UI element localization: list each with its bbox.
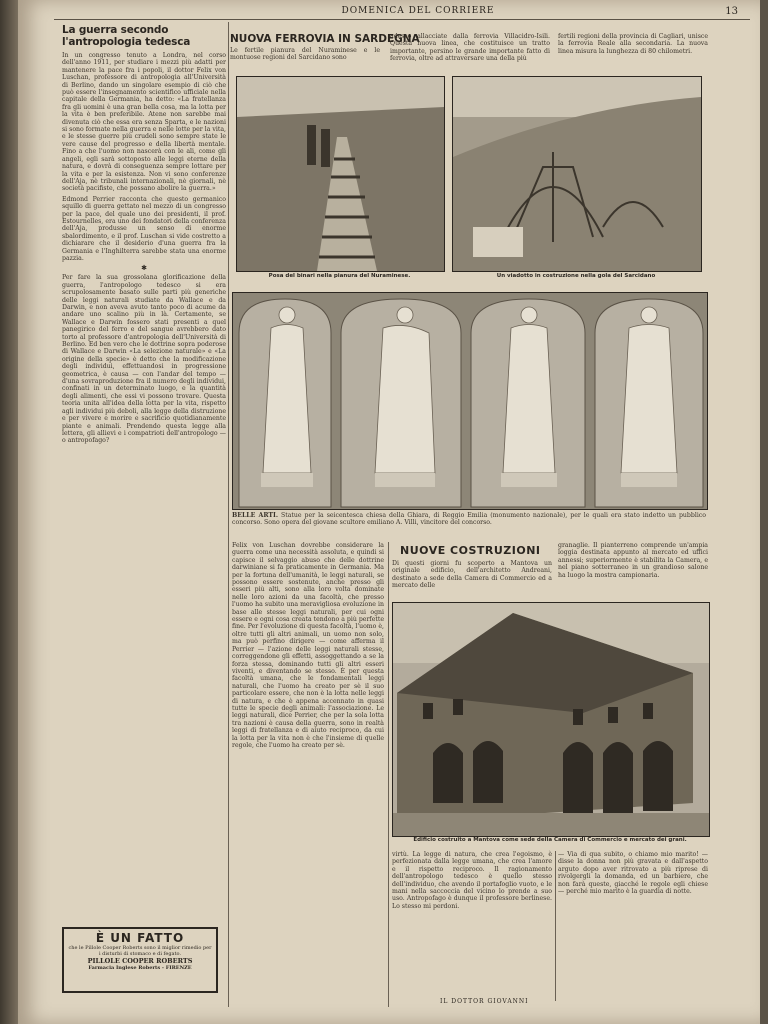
statues-photo [232,292,708,510]
viaduct-caption: Un viadotto in costruzione nella gola del Sarcidano [496,273,656,279]
building-photo [392,602,710,837]
left-article-headline: La guerra secondo l'antropologia tedesca [62,24,191,48]
left-article-column [62,22,226,1007]
ad-title: È UN FATTO [95,931,185,945]
railway-illustration [237,77,444,271]
belle-arti-caption [232,512,706,527]
viaduct-illustration [453,77,701,271]
left-article-paragraph-3: Per fare la sua grossolana glorificazione della guerra, l'antropologo tedesco si era scrupolosamente basato sulle parti più generiche delle leggi naturali studiate da Wallace e da Darwin, e non aveva avuto tanto poco di acume da andare uno scalino più in là. Certamente, se Wallace e Darwin fossero stati presenti a quel panegirico del ferro e del sangue avrebbero dato torto al professore d'antropologia dell'Università di Berlino. Ed ben vero che le dottrine sopra poderose di Wallace e Darwin «La selezione naturale» e «La origine della specie» è detto che la modificazione degli individui, effettuandosi in progressione geometrica, è causa — con l'andar del tempo — d'una sovraproduzione fra il numero degli individui, confinati in un determinato luogo, e la quantità degli alimenti, che essi vi possono trovare. Questa teoria unita all'idea della lotta per la vita, rispetto agli individui più deboli, alla legge della distruzione e per vivere e morire e sacrificio quotidianamente piante e animali. Prendendo questa legge alla lettera, gli allievi e i compatrioti dell'antropologo — o antropofago? [62,274,226,445]
ferrovia-middle-text: adesso allacciate dalla ferrovia Villacidro-Isili. Questa nuova linea, che costituisce un tratto importante, persino le grande importante fatto di ferrovia, oltre ad attraversare una della più [390,33,550,63]
nuove-costruzioni-right-text: granaglie. Il pianterreno comprende un'ampia loggia destinata appunto al mercato ed uffici annessi; superiormente è stabilita la Camera, e nel piano sotterraneo in un grandioso salone ha luogo la mostra campionaria. [558,542,708,579]
ad-body: che le Pillole Cooper Roberts sono il miglior rimedio per i disturbi di stomaco e di fegato. [68,945,212,957]
left-article-paragraph-2: Edmond Perrier racconta che questo germanico squillo di guerra gettato nel mezzo di un congresso per la pace, del quale uno dei presidenti, il prof. Estournelles, era uno dei fondatori della conferenza dell'Aja, produsse un senso di enorme sbalordimento, e il prof. Luschan si vide costretto a dichiarare che il desiderio d'una guerra fra la Germania e l'Inghilterra sarebbe stata una enorme pazzia. [62,195,226,262]
header-rule [54,19,750,20]
ferrovia-headline: NUOVA FERROVIA IN SARDEGNA [230,33,420,45]
viaduct-photo [452,76,702,272]
belle-arti-label: BELLE ARTI. [232,512,279,519]
running-head: DOMENICA DEL CORRIERE [341,6,495,16]
page-number: 13 [725,6,738,17]
section-star-divider: ✱ [141,264,147,273]
author-signature: IL DOTTOR GIOVANNI [440,998,529,1005]
ad-footer: Farmacia Inglese Roberts - FIRENZE [88,965,192,971]
left-article-paragraph-1: In un congresso tenuto a Londra, nel corso dell'anno 1911, per studiare i mezzi più adatti per mantenere la pace fra i popoli, il dottor Felix von Luschan, professore di antropologia all'Università di Berlino, dando un singolare esempio di ciò che può essere l'insegnamento scientifico ufficiale nella capitale della Germania, ha detto: «La fratellanza fra gli uomini è una gran bella cosa, ma la lotta per la vita è ben preferibile. Atene non sarebbe mai divenuta ciò che essa era senza Sparta, e le nazioni si sono formate nella guerra e nelle lotte per la vita, e le stesse guerre più crudeli sono sempre state le vere cause del progresso e della libertà mentale. Fino a che l'uomo non nascerà con le ali, come gli angeli, egli sarà sottoposto alle leggi eterne della natura, e dovrà di conseguenza sempre lottare per la vita e per la esistenza. Non vi sono conferenze dell'Aja, nè tribunali internazionali, nè giornali, nè società pacifiste, che possano abolire la guerra.» [62,52,226,193]
nuove-costruzioni-headline: NUOVE COSTRUZIONI [400,544,541,557]
column-rule-1 [228,22,229,1007]
closing-text-right: — Via di qua subito, o chiamo mio marito! — disse la donna non più gravata e dall'aspetto arguto dopo aver ritrovato a più riprese di rivolgergli la domanda, ed un barbiere, che non farà queste, giacché le regole egli chiese — perché mio marito è la guardia di notte. [558,851,708,896]
railway-tracks-photo [236,76,445,272]
ferrovia-right-text: fertili regioni della provincia di Cagliari, unisce la ferrovia Reale alla secondaria. La nuova linea misura la lunghezza di 80 chilometri. [558,33,708,55]
book-binding-edge [0,0,18,1024]
nuove-costruzioni-intro: Di questi giorni fu scoperto a Mantova un originale edificio, dell'architetto Andreani, destinato a sede della Camera di Commercio ed a mercato delle [392,560,552,590]
column-rule-3 [555,851,556,1001]
closing-text-left: virtù. La legge di natura, che crea l'egoismo, è perfezionata dalla legge umana, che crea l'amore e il rispetto reciproco. Il ragionamento dell'antropologo tedesco è quello stesso dell'individuo, che avendo il portafoglio vuoto, e le mani nella saccoccia del vicino lo prende a suo uso. Antropofago è dunque il professore berlinese. Lo stesso mi perdoni. [392,851,552,910]
statues-illustration [233,293,707,509]
column-rule-2 [388,542,389,1007]
building-caption: Edificio costruito a Mantova come sede della Camera di Commercio e mercato dei grani. [413,837,687,843]
building-illustration [393,603,709,836]
advertisement-box [62,927,218,993]
railway-caption: Posa del binari nella pianura del Nuraminese. [268,273,411,279]
middle-article-text: Felix von Luschan dovrebbe considerare la guerra come una necessità assoluta, e quindi si capisce il selvaggio abuso che delle dottrine darwiniane si fa praticamente in Germania. Ma per la fortuna dell'umanità, le leggi naturali, se possono essere sostenute, anche presso gli esseri più alti, sono alla loro volta dominate nelle loro azioni da una facoltà, che presso l'uomo ha subito una meravigliosa evoluzione in base alle stesse leggi naturali, per cui ogni essere e ogni cosa creata tendono a più perfette fine. Per l'evoluzione di questa facoltà, l'uomo è, oltre tutti gli altri animali, un uomo non solo, ma può perfino dirigere — come afferma il Perrier — l'azione delle leggi naturali stesse, correggendone gli effetti, assoggettando a se la forza stessa, dominando tutti gli altri esseri viventi, e diventando se stesso. È per questa facoltà umana, che le fondamentali leggi naturali, che l'uomo ha creato per sè il suo particolare essere, che non è la lotta nelle leggi di natura, e che è appena accennato in quasi tutte le specie degli animali: l'associazione. Le leggi naturali, dice Perrier, che per la sola lotta tra nazioni è causa della guerra, sono in realtà leggi di fratellanza e di aiuto reciproco, da cui la lotta per la vita non è che l'insieme di quelle regole, che l'uomo ha creato per sè. [232,542,384,749]
ad-brand: PILLOLE COOPER ROBERTS [87,957,193,965]
belle-arti-caption-text: Statue per la seicentesca chiesa della Ghiara, di Reggio Emilia (monumento nazionale), per le quali era stato indetto un pubblico concorso. Sono opera del giovane scultore emiliano A. Villi, vincitore del concorso. [232,512,706,527]
ferrovia-intro-text: Le fertile pianura del Nuraminese e le montuose regioni del Sarcidano sono [230,47,380,62]
